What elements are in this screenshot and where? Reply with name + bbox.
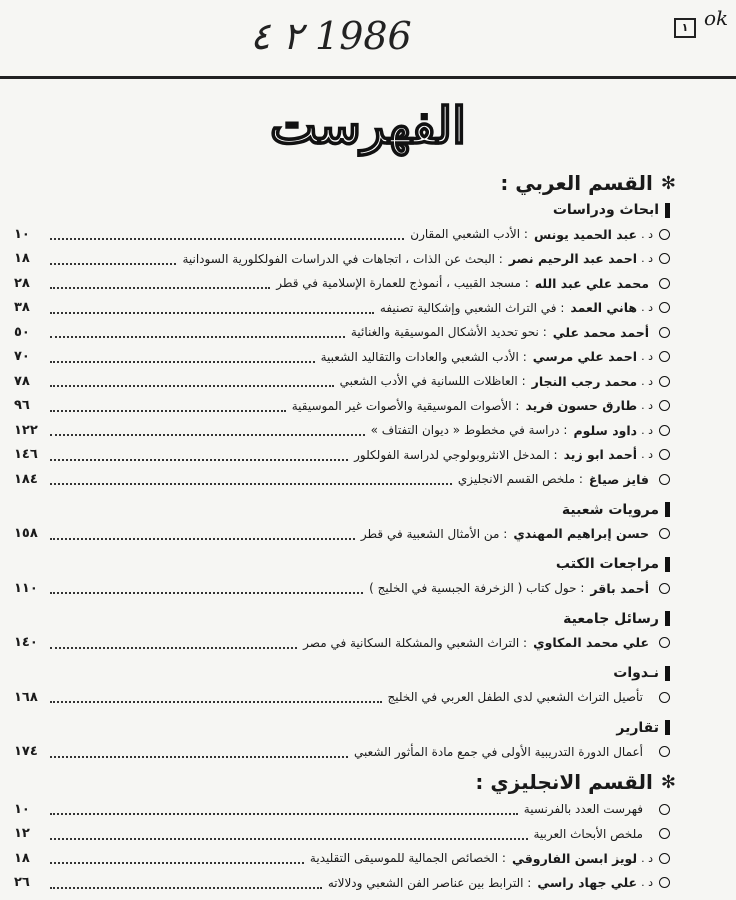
- section-heading-reports: [0, 716, 736, 740]
- toc-entry[interactable]: [0, 467, 736, 492]
- entry-page: ٥٠: [14, 324, 30, 340]
- english-part-title: القسم الانجليزي :: [475, 770, 653, 794]
- dot-leader: [50, 528, 355, 540]
- section-title: مرويات شعبية: [561, 501, 659, 518]
- toc-entry[interactable]: [0, 576, 736, 601]
- bullet-icon: [659, 877, 670, 888]
- dot-leader: [50, 253, 176, 265]
- dot-leader: [50, 400, 286, 412]
- entry-author: احمد عبد الرحيم نصر: [508, 251, 638, 267]
- entry-title: : حول كتاب ( الزخرفة الجبسية في الخليج ): [369, 581, 585, 596]
- star-icon: ✻: [660, 172, 676, 194]
- bullet-icon: [659, 637, 670, 648]
- entry-title: : المدخل الانثروبولوجي لدراسة الفولكلور: [354, 447, 558, 462]
- entry-degree: د .: [641, 399, 653, 413]
- entry-page: ١٥٨: [14, 526, 38, 542]
- entry-page: ١٤٦: [14, 447, 38, 463]
- arabic-part-title: القسم العربي :: [500, 171, 653, 195]
- section-title: رسائل جامعية: [563, 610, 659, 627]
- toc-entry[interactable]: [0, 631, 736, 656]
- english-part-heading: [0, 767, 736, 797]
- bullet-icon: [659, 474, 670, 485]
- bullet-icon: [659, 253, 670, 264]
- toc-entry[interactable]: [0, 522, 736, 547]
- entry-title: تأصيل التراث الشعبي لدى الطفل العربي في الخليج: [387, 690, 643, 705]
- entry-degree: د .: [641, 851, 653, 865]
- entry-page: ١٤٠: [14, 635, 38, 651]
- dot-leader: [50, 852, 304, 864]
- entry-title: : مسجد القبيب ، أنموذج للعمارة الإسلامية في قطر: [276, 276, 529, 291]
- dot-leader: [50, 424, 365, 436]
- entry-page: ٣٨: [14, 300, 30, 316]
- section-marker-icon: [665, 203, 670, 218]
- entry-title: : البحث عن الذات ، اتجاهات في الدراسات الفولكلورية السودانية: [182, 251, 503, 266]
- section-title: مراجعات الكتب: [555, 556, 659, 572]
- bullet-icon: [659, 746, 670, 757]
- entry-title: ملخص الأبحاث العربية: [533, 826, 643, 841]
- top-rule: [0, 76, 736, 79]
- entry-title: : الأدب الشعبي المقارن: [410, 227, 528, 242]
- dot-leader: [50, 326, 345, 338]
- bullet-icon: [659, 302, 670, 313]
- entry-title: : الخصائص الجمالية للموسيقى التقليدية: [309, 851, 506, 866]
- dot-leader: [50, 277, 270, 289]
- entry-title: : من الأمثال الشعبية في قطر: [360, 526, 508, 541]
- entry-page: ١٠: [14, 226, 30, 242]
- section-marker-icon: [665, 666, 670, 681]
- section-marker-icon: [665, 720, 670, 735]
- dot-leader: [50, 302, 374, 314]
- dot-leader: [50, 582, 363, 594]
- toc-entry[interactable]: [0, 345, 736, 370]
- dot-leader: [50, 228, 404, 240]
- entry-author: احمد علي مرسي: [532, 349, 638, 365]
- entry-title: : التراث الشعبي والمشكلة السكانية في مصر: [303, 635, 528, 650]
- bullet-icon: [659, 828, 670, 839]
- entry-title: : في التراث الشعبي وإشكالية تصنيفه: [379, 300, 565, 315]
- entry-title: : الترابط بين عناصر الفن الشعبي ودلالاته: [327, 875, 532, 890]
- dot-leader: [50, 803, 518, 815]
- entry-degree: د .: [641, 448, 653, 462]
- page-number-box: ١: [674, 18, 696, 38]
- entry-page: ١١٠: [14, 580, 38, 596]
- entry-page: ٢٦: [14, 875, 30, 891]
- entry-page: ١٢٢: [14, 422, 38, 438]
- section-title: ابحاث ودراسات: [552, 202, 659, 218]
- bullet-icon: [659, 400, 670, 411]
- entry-author: طارق حسون فريد: [525, 398, 638, 414]
- toc-entry[interactable]: [0, 271, 736, 296]
- bullet-icon: [659, 853, 670, 864]
- bullet-icon: [659, 449, 670, 460]
- entry-author: أحمد محمد علي: [552, 324, 649, 340]
- toc-entry[interactable]: [0, 822, 736, 847]
- entry-degree: د .: [641, 876, 653, 890]
- entry-author: محمد علي عبد الله: [534, 275, 649, 291]
- section-heading-theses: [0, 607, 736, 631]
- bullet-icon: [659, 425, 670, 436]
- entry-author: أحمد ابو زيد: [563, 447, 638, 463]
- entry-page: ١٧٤: [14, 744, 38, 760]
- entry-page: ١٨: [14, 850, 30, 866]
- page-title: الفهرست: [269, 96, 467, 155]
- section-title: تقارير: [616, 719, 659, 736]
- entry-author: علي محمد المكاوي: [533, 635, 649, 651]
- entry-page: ٧٠: [14, 349, 30, 365]
- entry-author: لويز ابسن الفاروقي: [511, 850, 638, 866]
- dot-leader: [50, 746, 348, 758]
- bullet-icon: [659, 804, 670, 815]
- toc-entry[interactable]: [0, 740, 736, 765]
- dot-leader: [50, 877, 322, 889]
- entry-title: : ملخص القسم الانجليزي: [457, 472, 583, 487]
- toc-entry[interactable]: [0, 871, 736, 896]
- section-heading-folk-narratives: [0, 498, 736, 522]
- entry-page: ١٢: [14, 826, 30, 842]
- bullet-icon: [659, 583, 670, 594]
- entry-author: فايز صياغ: [588, 471, 649, 487]
- toc-entry[interactable]: [0, 685, 736, 710]
- bullet-icon: [659, 327, 670, 338]
- entry-author: هاني العمد: [570, 300, 638, 316]
- entry-author: حسن إبراهيم المهندي: [513, 526, 649, 542]
- bullet-icon: [659, 692, 670, 703]
- entry-page: ٧٨: [14, 373, 30, 389]
- entry-degree: د .: [641, 350, 653, 364]
- toc-entry[interactable]: [0, 247, 736, 272]
- entry-title: أعمال الدورة التدريبية الأولى في جمع مادة المأثور الشعبي: [353, 744, 643, 759]
- dot-leader: [50, 375, 334, 387]
- dot-leader: [50, 637, 297, 649]
- entry-page: ١٨: [14, 251, 30, 267]
- toc-content: [0, 168, 736, 895]
- bullet-icon: [659, 528, 670, 539]
- handwritten-issue-note: ٢ ٤ 1986: [250, 14, 412, 58]
- entry-author: محمد رجب النجار: [531, 373, 638, 389]
- entry-degree: د .: [641, 423, 653, 437]
- entry-title: : العاظلات اللسانية في الأدب الشعبي: [339, 374, 526, 389]
- toc-entry[interactable]: [0, 846, 736, 871]
- arabic-part-heading: [0, 168, 736, 198]
- entry-degree: د .: [641, 227, 653, 241]
- entry-author: عبد الحميد يونس: [533, 226, 638, 242]
- section-marker-icon: [665, 502, 670, 517]
- toc-entry[interactable]: [0, 797, 736, 822]
- dot-leader: [50, 828, 528, 840]
- entry-title: : الأدب الشعبي والعادات والتقاليد الشعبية: [320, 349, 527, 364]
- entry-title: فهرست العدد بالفرنسية: [523, 802, 643, 817]
- bullet-icon: [659, 351, 670, 362]
- dot-leader: [50, 351, 315, 363]
- entry-title: : نحو تحديد الأشكال الموسيقية والغنائية: [350, 325, 547, 340]
- toc-entry[interactable]: [0, 296, 736, 321]
- entry-page: ١٦٨: [14, 689, 38, 705]
- section-marker-icon: [665, 557, 670, 572]
- dot-leader: [50, 473, 452, 485]
- bullet-icon: [659, 376, 670, 387]
- dot-leader: [50, 449, 348, 461]
- entry-degree: د .: [641, 374, 653, 388]
- entry-author: أحمد باقر: [590, 580, 649, 596]
- dot-leader: [50, 691, 382, 703]
- entry-page: ١٨٤: [14, 471, 38, 487]
- entry-author: علي جهاد راسي: [537, 875, 638, 891]
- entry-author: داود سلوم: [573, 422, 638, 438]
- toc-entry[interactable]: [0, 320, 736, 345]
- bullet-icon: [659, 229, 670, 240]
- section-heading-research: [0, 198, 736, 222]
- section-title: نـدوات: [613, 665, 659, 681]
- star-icon: ✻: [660, 771, 676, 793]
- entry-page: ٢٨: [14, 275, 30, 291]
- bullet-icon: [659, 278, 670, 289]
- section-heading-symposia: [0, 661, 736, 685]
- entry-title: : الأصوات الموسيقية والأصوات غير الموسيقية: [291, 398, 520, 413]
- section-marker-icon: [665, 611, 670, 626]
- toc-entry[interactable]: [0, 418, 736, 443]
- entry-degree: د .: [641, 301, 653, 315]
- entry-page: ١٠: [14, 801, 30, 817]
- toc-entry[interactable]: [0, 394, 736, 419]
- section-heading-book-reviews: [0, 552, 736, 576]
- entry-page: ٩٦: [14, 398, 30, 414]
- toc-entry[interactable]: [0, 222, 736, 247]
- entry-degree: د .: [641, 252, 653, 266]
- corner-handwritten-note: ok: [704, 6, 729, 30]
- toc-entry[interactable]: [0, 369, 736, 394]
- toc-entry[interactable]: [0, 443, 736, 468]
- entry-title: : دراسة في مخطوط « ديوان التفتاف »: [370, 423, 568, 438]
